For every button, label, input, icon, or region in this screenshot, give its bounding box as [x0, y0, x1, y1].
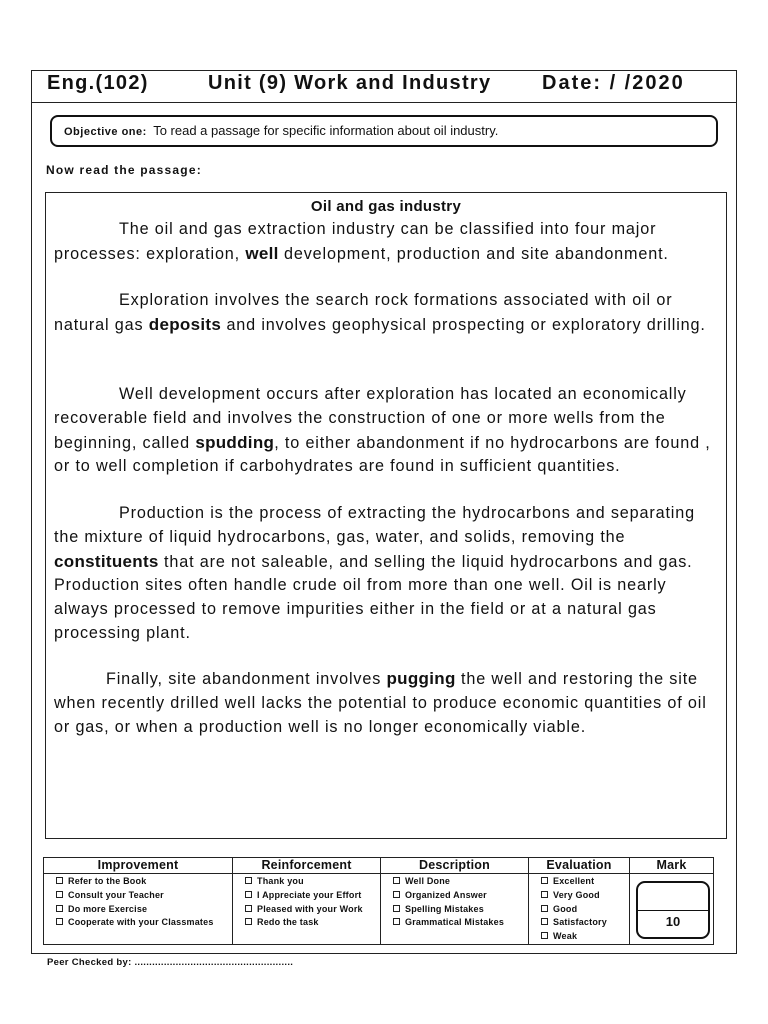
keyword-spudding: spudding — [195, 432, 275, 452]
mark-column — [629, 858, 713, 944]
date-field: Date: / /2020 — [542, 72, 685, 94]
checkbox-icon[interactable] — [541, 932, 548, 939]
checkbox-item[interactable]: Organized Answer — [393, 889, 528, 903]
objective-label: Objective one: — [64, 126, 147, 138]
paragraph-1: The oil and gas extraction industry can be classified into four major processes: exploration, well development, production and site abandonment. — [54, 220, 669, 263]
header-divider — [31, 102, 737, 103]
checkbox-icon[interactable] — [541, 877, 548, 884]
paragraph-5: Finally, site abandonment involves pugging the well and restoring the site when recently drilled well lacks the potential to produce economic quantities of oil or gas, or when a production well is no longer economically viable. — [54, 669, 707, 736]
checkbox-item[interactable]: Satisfactory — [541, 916, 629, 930]
checkbox-icon[interactable] — [541, 891, 548, 898]
description-column — [380, 858, 528, 944]
checkbox-icon[interactable] — [541, 918, 548, 925]
checkbox-icon[interactable] — [393, 891, 400, 898]
paragraph-3: Well development occurs after exploration has located an economically recoverable field and involves the construction of one or more wells from the beginning, called spudding, to either abandonment if no hydrocarbons are found , or to well completion if carbohydrates are found in sufficient quantities. — [54, 385, 711, 476]
checkbox-icon[interactable] — [245, 891, 252, 898]
checkbox-icon[interactable] — [393, 905, 400, 912]
passage-box — [45, 192, 727, 839]
worksheet-header — [47, 72, 727, 102]
column-header: Mark — [656, 858, 687, 872]
column-header: Description — [419, 858, 490, 872]
passage-title: Oil and gas industry — [310, 198, 462, 215]
checkbox-icon[interactable] — [245, 918, 252, 925]
checkbox-item[interactable]: Good — [541, 903, 629, 917]
checkbox-item[interactable]: Very Good — [541, 889, 629, 903]
keyword-well: well — [245, 243, 279, 263]
peer-checked-line: Peer Checked by: ...................................................... — [47, 957, 294, 968]
checkbox-icon[interactable] — [245, 905, 252, 912]
keyword-deposits: deposits — [148, 314, 222, 334]
unit-title: Unit (9) Work and Industry — [208, 72, 492, 94]
checkbox-icon[interactable] — [393, 918, 400, 925]
checkbox-item[interactable]: Cooperate with your Classmates — [56, 916, 232, 930]
paragraph-4: Production is the process of extracting the hydrocarbons and separating the mixture of liquid hydrocarbons, gas, water, and solids, removing the constituents that are not saleable, and selling the liquid hydrocarbons and gas. Production sites often handle crude oil from more than one well. Oil is nearly always processed to remove impurities either in the field or at a natural gas processing plant. — [54, 504, 695, 642]
mark-total: 10 — [665, 914, 681, 929]
paragraph-2: Exploration involves the search rock formations associated with oil or natural gas deposits and involves geophysical prospecting or exploratory drilling. — [54, 291, 706, 334]
column-header: Evaluation — [546, 858, 612, 872]
reinforcement-column — [232, 858, 380, 944]
checkbox-icon[interactable] — [56, 891, 63, 898]
checkbox-item[interactable]: Grammatical Mistakes — [393, 916, 528, 930]
checkbox-item[interactable]: Consult your Teacher — [56, 889, 232, 903]
checkbox-icon[interactable] — [56, 918, 63, 925]
column-header: Improvement — [97, 858, 179, 872]
mark-divider — [638, 910, 708, 911]
checkbox-item[interactable]: Do more Exercise — [56, 903, 232, 917]
checkbox-item[interactable]: Well Done — [393, 875, 528, 889]
keyword-constituents: constituents — [54, 551, 159, 571]
checkbox-item[interactable]: Refer to the Book — [56, 875, 232, 889]
checkbox-icon[interactable] — [245, 877, 252, 884]
checkbox-icon[interactable] — [541, 905, 548, 912]
checkbox-icon[interactable] — [56, 877, 63, 884]
checkbox-item[interactable]: Spelling Mistakes — [393, 903, 528, 917]
checkbox-item[interactable]: Thank you — [245, 875, 380, 889]
checkbox-icon[interactable] — [56, 905, 63, 912]
course-code: Eng.(102) — [47, 72, 149, 94]
evaluation-column — [528, 858, 629, 944]
checkbox-item[interactable]: Redo the task — [245, 916, 380, 930]
checkbox-item[interactable]: I Appreciate your Effort — [245, 889, 380, 903]
objective-box — [50, 115, 718, 147]
keyword-pugging: pugging — [386, 669, 456, 688]
objective-text: To read a passage for specific information about oil industry. — [153, 123, 499, 138]
checkbox-item[interactable]: Pleased with your Work — [245, 903, 380, 917]
column-header: Reinforcement — [261, 858, 352, 872]
improvement-column — [44, 858, 232, 944]
checkbox-icon[interactable] — [393, 877, 400, 884]
checkbox-item[interactable]: Weak — [541, 930, 629, 944]
mark-box[interactable] — [636, 881, 710, 939]
checkbox-item[interactable]: Excellent — [541, 875, 629, 889]
reading-instruction: Now read the passage: — [46, 163, 202, 177]
evaluation-table — [43, 857, 714, 945]
